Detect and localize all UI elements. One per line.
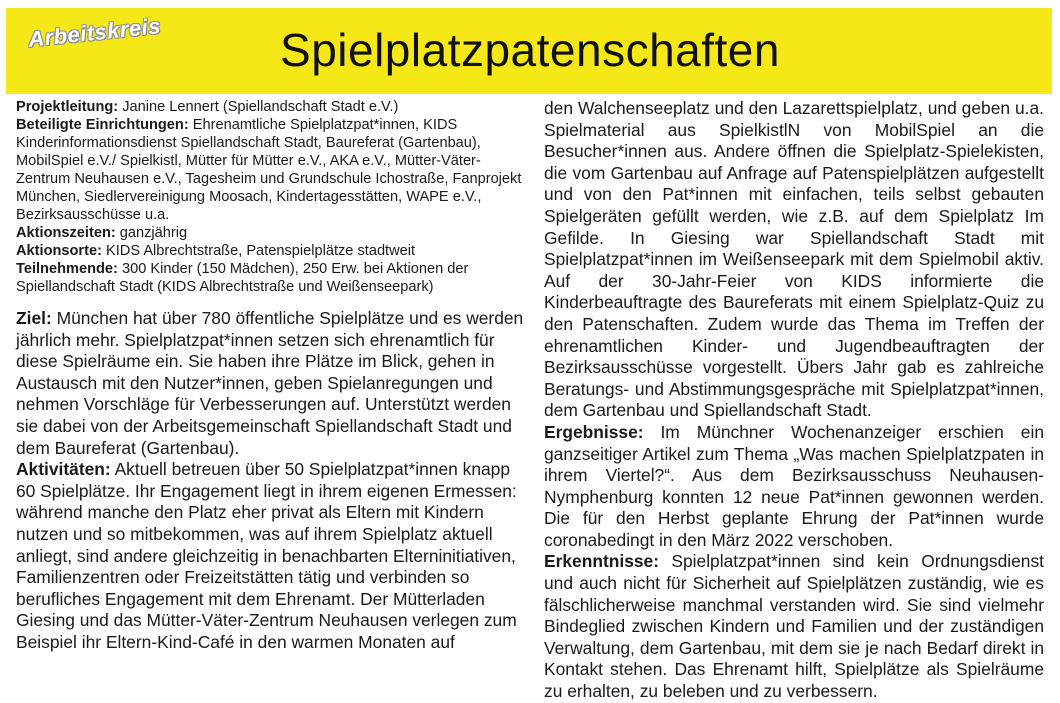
project-meta <box>16 98 528 296</box>
body-right <box>544 98 1044 703</box>
meta-action-times <box>16 224 528 242</box>
section-badge: Arbeitskreis <box>27 13 163 52</box>
section-label: Ziel: <box>16 308 52 328</box>
section-label: Ergebnisse: <box>544 421 644 442</box>
meta-label: Projektleitung: <box>16 99 119 115</box>
meta-label: Aktionszeiten: <box>16 225 116 241</box>
section-ergebnisse <box>544 422 1044 552</box>
meta-label: Aktionsorte: <box>16 243 102 259</box>
meta-label: Teilnehmende: <box>16 261 118 277</box>
section-aktivitaeten <box>16 459 528 653</box>
meta-participating-institutions <box>16 116 528 224</box>
meta-value: 300 Kinder (150 Mädchen), 250 Erw. bei Aktionen der Spiellandschaft Stadt (KIDS Albrechtstraße und Weißenseepark) <box>16 261 469 295</box>
meta-label: Beteiligte Einrichtungen: <box>16 117 189 133</box>
body-left <box>16 308 528 654</box>
meta-value: ganzjährig <box>115 225 188 241</box>
page-title: Spielplatzpatenschaften <box>280 24 780 76</box>
section-text: Aktuell betreuen über 50 Spielplatzpat*innen knapp 60 Spielplätze. Ihr Engagement liegt in ihrem eigenen Ermessen: während manche den Platz eher privat als Eltern mit Kindern nutzen und so mitbekommen, was auf ihrem Spielplatz aktuell anliegt, sind andere gleichzeitig in benachbarten Elterninitiativen, Familienzentren oder Freizeitstätten tätig und verbinden so berufliches Engagement mit dem Ehrenamt. Der Mütterladen Giesing und das Mütter-Väter-Zentrum Neuhausen verlegen zum Beispiel ihr Eltern-Kind-Café in den warmen Monaten auf <box>16 459 517 652</box>
section-erkenntnisse <box>544 551 1044 702</box>
meta-value: Janine Lennert (Spiellandschaft Stadt e.V.) <box>118 99 399 115</box>
section-text: den Walchenseeplatz und den Lazarettspielplatz, und geben u.a. Spielmaterial aus SpielkistlN von MobilSpiel an die Besucher*innen aus. Andere öffnen die Spielplatz-Spielekisten, die vom Gartenbau auf Anfrage auf Patenspielplätzen aufgestellt und von den Pat*innen mit einfachen, teils selbst gebauten Spielgeräten gefüllt werden, wie z.B. auf dem Spielplatz Im Gefilde. In Giesing war Spiellandschaft Stadt mit Spielplatzpat*innen im Weißenseepark mit dem Spielmobil aktiv. Auf der 30-Jahr-Feier von KIDS informierte die Kinderbeauftragte des Baureferats mit einem Spielplatz-Quiz zu den Patenschaften. Zudem wurde das Thema im Treffen der ehrenamtlichen Kinder- und Jugendbeauftragten der Bezirksausschüsse vorgestellt. Übers Jahr gab es zahlreiche Beratungs- und Abstimmungsgespräche mit Spielplatzpat*innen, dem Gartenbau und Spiellandschaft Stadt. <box>544 98 1044 421</box>
section-ziel <box>16 308 528 459</box>
section-text: München hat über 780 öffentliche Spielplätze und es werden jährlich mehr. Spielplatzpat*innen setzen sich ehrenamtlich für diese Spielräume ein. Sie haben ihre Plätze im Blick, gehen in Austausch mit den Nutzer*innen, geben Spielanregungen und nehmen Vorschläge für Verbesserungen auf. Unterstützt werden sie dabei von der Arbeitsgemeinschaft Spiellandschaft Stadt und dem Baureferat (Gartenbau). <box>16 308 524 458</box>
section-label: Erkenntnisse: <box>544 551 660 572</box>
right-column <box>544 98 1044 703</box>
section-label: Aktivitäten: <box>16 459 111 480</box>
meta-participants <box>16 260 528 296</box>
section-aktivitaeten-continued <box>544 98 1044 422</box>
meta-project-lead <box>16 98 528 116</box>
section-text: Im Münchner Wochenanzeiger erschien ein ganzseitiger Artikel zum Thema „Was machen Spielplatzpaten in ihrem Viertel?“. Aus dem Bezirksausschuss Neuhausen-Nymphenburg konnten 12 neue Pat*innen gewonnen werden. Die für den Herbst geplante Ehrung der Pat*innen wurde coronabedingt in den März 2022 verschoben. <box>544 421 1044 550</box>
meta-value: KIDS Albrechtstraße, Patenspielplätze stadtweit <box>101 243 416 259</box>
left-column <box>16 98 528 654</box>
section-text: Spielplatzpat*innen sind kein Ordnungsdienst und auch nicht für Sicherheit auf Spielplätzen zuständig, wie es fälschlicherweise manchmal verstanden wird. Sie sind vielmehr Bindeglied zwischen Kindern und Familien und der zuständigen Verwaltung, dem Gartenbau, mit dem sie je nach Bedarf direkt in Kontakt stehen. Das Ehrenamt hilft, Spielplätze als Spielräume zu erhalten, zu beleben und zu verbessern. <box>544 551 1044 702</box>
meta-action-locations <box>16 242 528 260</box>
meta-value: Ehrenamtliche Spielplatzpat*innen, KIDS Kinderinformationsdienst Spiellandschaft Stadt, Baureferat (Gartenbau), MobilSpiel e.V./ Spielkistl, Mütter für Mütter e.V., AKA e.V., Mütter-Väter-Zentrum Neuhausen e.V., Tagesheim und Grundschule Ichostraße, Fanprojekt München, Siedlervereinigung Moosach, Kindertagesstätten, WAPE e.V., Bezirksausschüsse u.a. <box>16 117 522 223</box>
